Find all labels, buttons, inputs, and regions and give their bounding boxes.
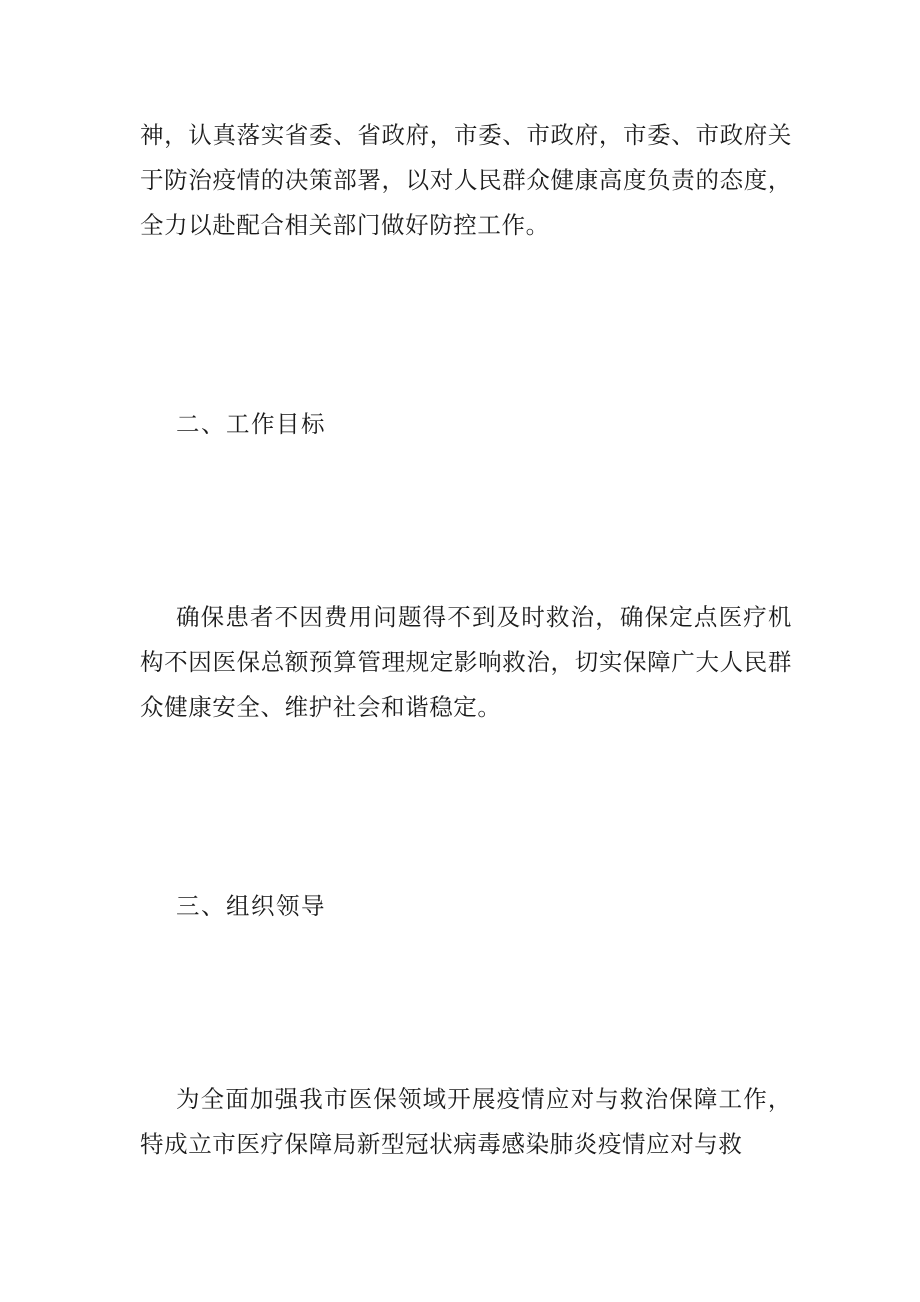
- section-heading-organization: 三、组织领导: [176, 892, 326, 920]
- body-paragraph-continued: 神，认真落实省委、省政府，市委、市政府，市委、市政府关于防治疫情的决策部署，以对人民群众健康高度负责的态度，全力以赴配合相关部门做好防控工作。: [140, 121, 792, 239]
- section-heading-work-goals: 二、工作目标: [176, 410, 326, 438]
- body-paragraph-organization: 为全面加强我市医保领域开展疫情应对与救治保障工作，特成立市医疗保障局新型冠状病毒感染肺炎疫情应对与救: [140, 1085, 792, 1158]
- body-paragraph-goals: 确保患者不因费用问题得不到及时救治，确保定点医疗机构不因医保总额预算管理规定影响救治，切实保障广大人民群众健康安全、维护社会和谐稳定。: [140, 603, 792, 721]
